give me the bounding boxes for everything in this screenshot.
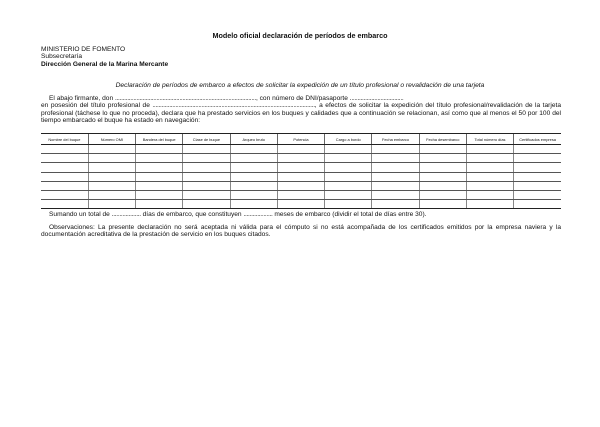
table-cell[interactable] (325, 172, 372, 181)
embarkation-table (41, 133, 561, 209)
table-cell[interactable] (325, 163, 372, 172)
table-cell[interactable] (41, 172, 88, 181)
table-row (41, 200, 561, 209)
dni-field[interactable]: ................................... (349, 95, 404, 102)
table-row (41, 163, 561, 172)
table-cell[interactable] (136, 154, 183, 163)
table-cell[interactable] (277, 172, 324, 181)
column-header: Clase de buque (183, 134, 230, 145)
declaration-paragraph (41, 95, 561, 124)
table-cell[interactable] (277, 163, 324, 172)
table-row (41, 190, 561, 199)
table-body (41, 145, 561, 209)
column-header: Bandera del buque (136, 134, 183, 145)
table-cell[interactable] (372, 181, 419, 190)
table-cell[interactable] (41, 145, 88, 154)
table-cell[interactable] (514, 181, 561, 190)
table-cell[interactable] (88, 200, 135, 209)
table-cell[interactable] (183, 200, 230, 209)
observations-text: Observaciones: La presente declaración no será aceptada ni válida para el cómputo si no está acompañada de los certificados emitidos por la empresa naviera y la documentación acreditativa de la prestación de servicio en los buques citados. (41, 224, 561, 239)
table-header-row (41, 134, 561, 145)
table-cell[interactable] (419, 190, 466, 199)
table-cell[interactable] (41, 154, 88, 163)
table-cell[interactable] (466, 163, 513, 172)
directorate-name: Dirección General de la Marina Mercante (41, 60, 169, 68)
table-cell[interactable] (41, 163, 88, 172)
table-cell[interactable] (230, 181, 277, 190)
table-cell[interactable] (419, 154, 466, 163)
table-row (41, 145, 561, 154)
table-cell[interactable] (466, 154, 513, 163)
column-header: Total número días (466, 134, 513, 145)
table-cell[interactable] (230, 172, 277, 181)
table-cell[interactable] (230, 190, 277, 199)
table-cell[interactable] (277, 154, 324, 163)
table-cell[interactable] (230, 145, 277, 154)
document-subtitle: Declaración de períodos de embarco a efectos de solicitar la expedición de un título profesional o revalidación de una tarjeta (115, 82, 485, 89)
total-months-field[interactable]: ................... (243, 211, 273, 218)
subsecretary-name: Subsecretaría (41, 53, 83, 61)
table-cell[interactable] (514, 163, 561, 172)
table-cell[interactable] (136, 145, 183, 154)
table-cell[interactable] (183, 163, 230, 172)
table-cell[interactable] (419, 181, 466, 190)
table-cell[interactable] (325, 154, 372, 163)
table-cell[interactable] (466, 190, 513, 199)
table-cell[interactable] (183, 190, 230, 199)
table-cell[interactable] (88, 145, 135, 154)
table-cell[interactable] (136, 200, 183, 209)
table-cell[interactable] (466, 145, 513, 154)
table-cell[interactable] (466, 200, 513, 209)
table-cell[interactable] (88, 190, 135, 199)
table-cell[interactable] (325, 190, 372, 199)
column-header: Número OMI (88, 134, 135, 145)
table-cell[interactable] (514, 154, 561, 163)
organization-block (41, 46, 168, 68)
table-cell[interactable] (88, 172, 135, 181)
table-cell[interactable] (372, 163, 419, 172)
summary-line (41, 211, 561, 218)
table-cell[interactable] (183, 172, 230, 181)
purpose-text: , a efectos de solicitar la expedición (314, 102, 423, 110)
column-header: Certificados empresa (514, 134, 561, 145)
table-cell[interactable] (514, 145, 561, 154)
table-row (41, 181, 561, 190)
table-cell[interactable] (230, 154, 277, 163)
summary-label-a: Sumando un total de (49, 211, 112, 218)
table-cell[interactable] (183, 145, 230, 154)
column-header: Potencia (277, 134, 324, 145)
declaration-body: del título profesional/revalidación de la tarjeta profesional (táchese lo que no proceda), declara que ha prestado servicios en los buques y calidades que a continuación se relacionan, así como que al menos el 50 por 100 del tiempo embarcado el buque ha estado en navegación: (41, 102, 561, 124)
table-row (41, 154, 561, 163)
table-cell[interactable] (325, 200, 372, 209)
title-label: en posesión del título profesional de (41, 102, 153, 110)
summary-label-c: meses de embarco (dividir el total de días entre 30). (272, 211, 427, 218)
table-cell[interactable] (325, 145, 372, 154)
table-cell[interactable] (514, 190, 561, 199)
table-cell[interactable] (136, 172, 183, 181)
table-cell[interactable] (183, 181, 230, 190)
table-cell[interactable] (230, 163, 277, 172)
table-cell[interactable] (466, 181, 513, 190)
table-cell[interactable] (466, 172, 513, 181)
table-cell[interactable] (230, 200, 277, 209)
table-cell[interactable] (419, 163, 466, 172)
table-cell[interactable] (41, 200, 88, 209)
table-cell[interactable] (277, 145, 324, 154)
table-cell[interactable] (419, 200, 466, 209)
column-header: Fecha desembarco (419, 134, 466, 145)
column-header: Nombre del buque (41, 134, 88, 145)
table-cell[interactable] (277, 200, 324, 209)
observations-paragraph (41, 224, 561, 239)
table-cell[interactable] (514, 200, 561, 209)
table-row (41, 172, 561, 181)
table-cell[interactable] (372, 190, 419, 199)
table-cell[interactable] (419, 145, 466, 154)
table-cell[interactable] (277, 181, 324, 190)
declarant-label: El abajo firmante, don (49, 95, 115, 102)
table-cell[interactable] (88, 181, 135, 190)
table-cell[interactable] (277, 190, 324, 199)
table-cell[interactable] (136, 163, 183, 172)
dni-label: , con número de DNI/pasaporte (255, 95, 350, 102)
summary-label-b: días de embarco, que constituyen (140, 211, 244, 218)
table-cell[interactable] (41, 181, 88, 190)
table-cell[interactable] (136, 181, 183, 190)
table-cell[interactable] (183, 154, 230, 163)
table-cell[interactable] (514, 172, 561, 181)
table-cell[interactable] (419, 172, 466, 181)
table-cell[interactable] (372, 172, 419, 181)
table-cell[interactable] (372, 154, 419, 163)
table-cell[interactable] (372, 200, 419, 209)
ministry-name: MINISTERIO DE FOMENTO (41, 46, 126, 53)
table-cell[interactable] (88, 154, 135, 163)
column-header: Cargo a bordo (325, 134, 372, 145)
declarant-name-field[interactable]: ............................................................................................ (114, 95, 256, 102)
column-header: Fecha embarco (372, 134, 419, 145)
column-header: Arqueo bruto (230, 134, 277, 145)
professional-title-field[interactable]: .......................................................................................................... (152, 102, 315, 110)
total-days-field[interactable]: ................... (111, 211, 141, 218)
table-cell[interactable] (372, 145, 419, 154)
table-cell[interactable] (88, 163, 135, 172)
table-cell[interactable] (136, 190, 183, 199)
document-title: Modelo oficial declaración de períodos de embarco (212, 31, 388, 40)
table-cell[interactable] (41, 190, 88, 199)
table-cell[interactable] (325, 181, 372, 190)
